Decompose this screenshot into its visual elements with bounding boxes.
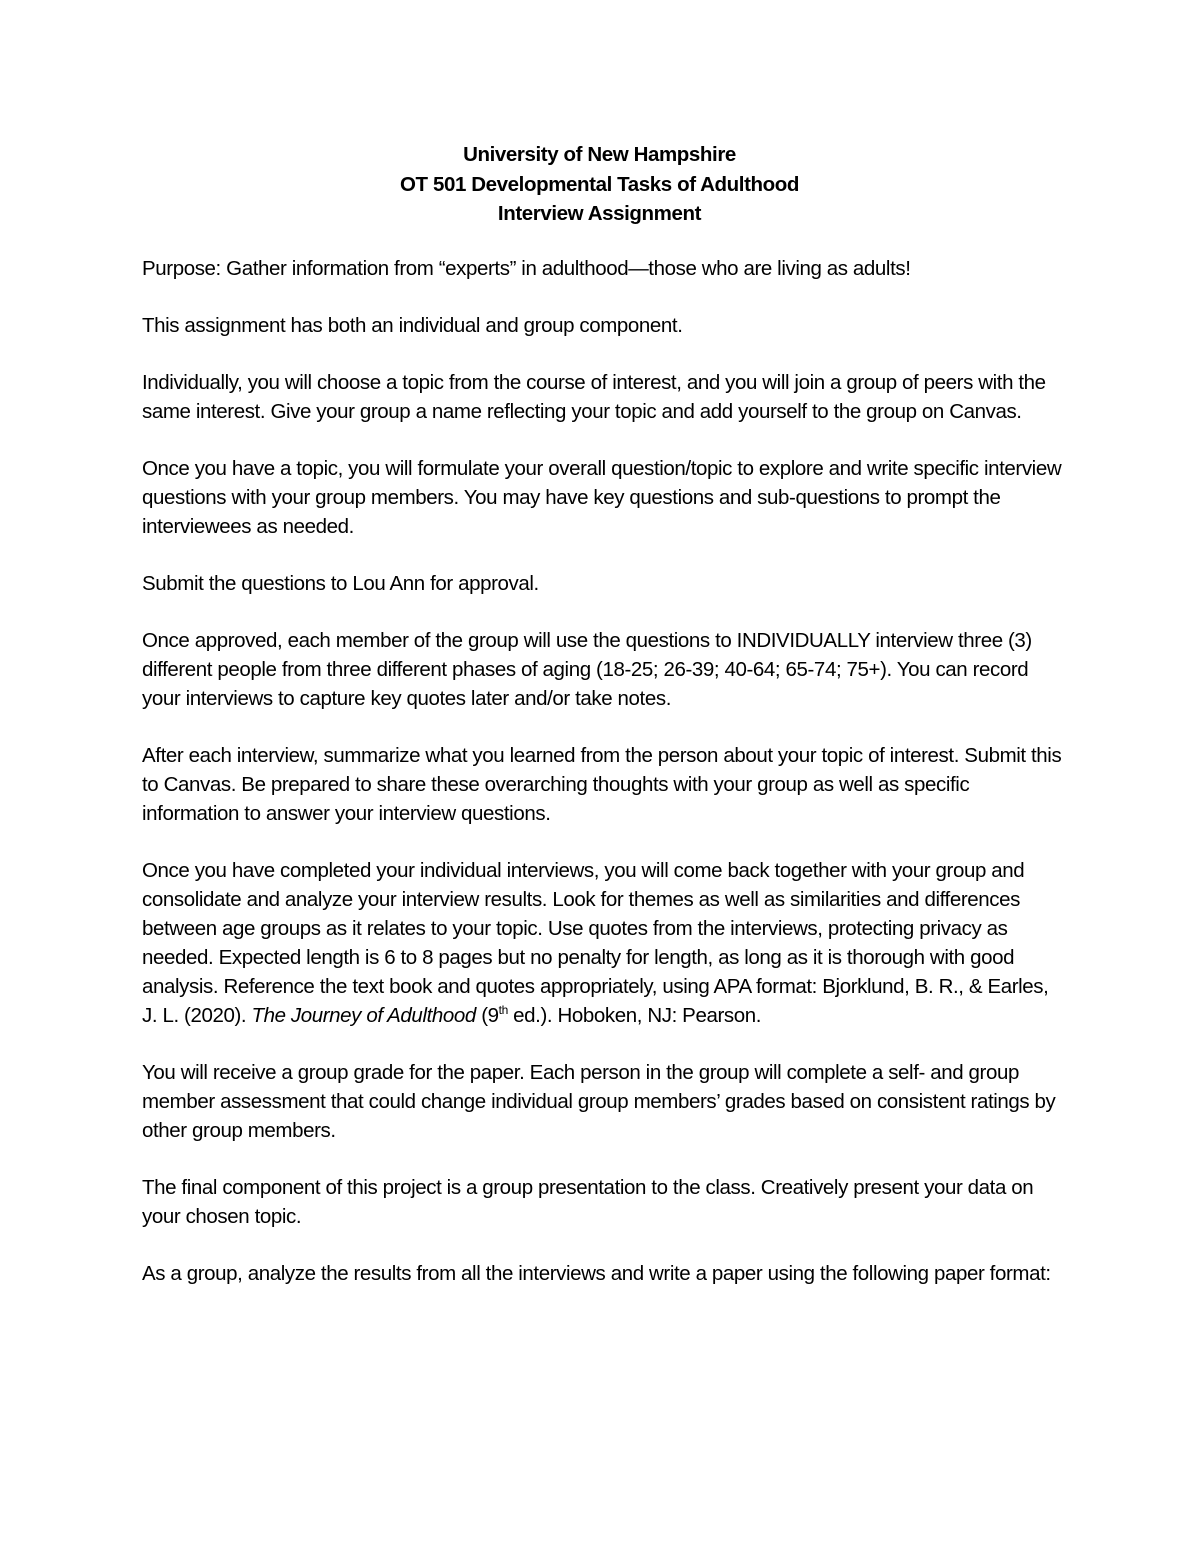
edition-post: ed.). Hoboken, NJ: Pearson. [507,1003,762,1027]
purpose-paragraph: Purpose: Gather information from “experts” in adulthood—those who are living as adults! [142,256,911,280]
formulate-paragraph: Once you have a topic, you will formulate your overall question/topic to explore and write specific interview questions with your group members. You may have key questions and sub-questions to prompt the interviewees as needed. [142,456,1062,538]
assignment-title: Interview Assignment [497,202,702,225]
completed-text: Once you have completed your individual interviews, you will come back together with your group and consolidate and analyze your interview results. Look for themes as well as similarities and differences between age groups as it relates to your topic. Use quotes from the interviews, protecting privacy as needed. Expected length is 6 to 8 pages but no penalty for length, as long as it is thorough with good analysis. Reference the text book and quotes appropriately, using APA format: Bjorklund, B. R., & Earles, J. L. (2020). [142,858,1049,1027]
after-each-paragraph: After each interview, summarize what you learned from the person about your topic of interest. Submit this to Canvas. Be prepared to share these overarching thoughts with your group as well as specific information to answer your interview questions. [142,743,1062,825]
as-group-paragraph: As a group, analyze the results from all the interviews and write a paper using the following paper format: [142,1261,1051,1285]
presentation-paragraph: The final component of this project is a group presentation to the class. Creatively present your data on your chosen topic. [142,1175,1034,1228]
edition-superscript: th [498,1002,508,1017]
completed-paragraph [142,856,1062,1030]
book-title: The Journey of Adulthood [251,1003,476,1027]
edition-pre: (9 [475,1003,499,1027]
university-name: University of New Hampshire [463,143,736,166]
document-page [142,140,1062,1316]
submit-paragraph: Submit the questions to Lou Ann for approval. [142,571,539,595]
individually-paragraph: Individually, you will choose a topic from the course of interest, and you will join a group of peers with the same interest. Give your group a name reflecting your topic and add yourself to the group on Canvas. [142,370,1046,423]
grade-paragraph: You will receive a group grade for the paper. Each person in the group will complete a self- and group member assessment that could change individual group members’ grades based on consistent ratings by other group members. [142,1060,1056,1142]
document-header [142,140,1062,229]
course-title: OT 501 Developmental Tasks of Adulthood [399,172,800,196]
approved-paragraph: Once approved, each member of the group will use the questions to INDIVIDUALLY interview three (3) different people from three different phases of aging (18-25; 26-39; 40-64; 65-74; 75+). You can record your interviews to capture key quotes later and/or take notes. [142,628,1032,710]
components-paragraph: This assignment has both an individual and group component. [142,313,683,337]
